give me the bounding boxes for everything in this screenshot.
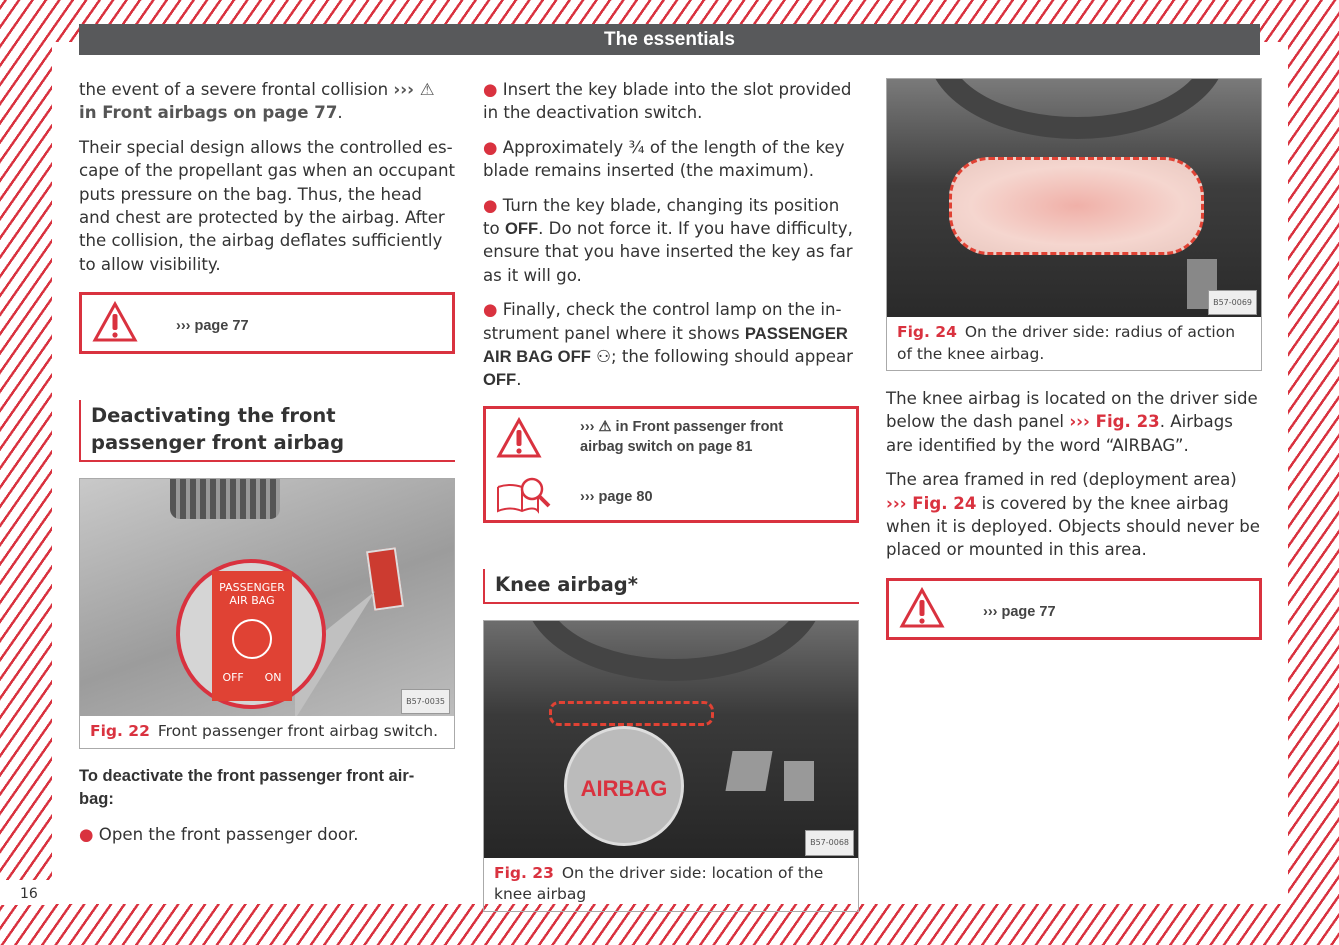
passenger-airbag-off-icon: ⚇ bbox=[596, 347, 612, 367]
paragraph bbox=[79, 78, 455, 125]
section-heading: Knee airbag* bbox=[483, 569, 859, 604]
airbag-switch bbox=[366, 547, 404, 611]
figure-reference-link[interactable]: ››› Fig. 23 bbox=[1069, 412, 1160, 432]
section-header: The essentials bbox=[79, 24, 1260, 55]
pedal bbox=[725, 751, 772, 791]
figure-label: Fig. 24 bbox=[897, 323, 957, 341]
figure-code: B57-0068 bbox=[805, 830, 854, 855]
key-slot bbox=[232, 619, 272, 659]
text: The area framed in red (deployment area) bbox=[886, 470, 1237, 490]
warning-box bbox=[79, 292, 455, 354]
pedal bbox=[784, 761, 814, 801]
text: . Do not force it. If you have difficulty, ensure that you have inserted the key as far as it will go. bbox=[483, 219, 853, 285]
paragraph: Their special design allows the controlled escape of the propellant gas when an occupant puts pressure on the bag. Thus, the head and chest are protected by the airbag. After the collision, the airbag deflates sufficiently to allow visibility. bbox=[79, 137, 455, 274]
bullet-icon: ● bbox=[483, 195, 503, 215]
text: . bbox=[337, 103, 343, 123]
knee-airbag-location-marker bbox=[549, 701, 714, 726]
figure-22 bbox=[79, 478, 455, 749]
bullet-icon: ● bbox=[483, 80, 503, 99]
text: . Airbags are identified by the word “AIRBAG”. bbox=[886, 412, 1233, 455]
bullet-item bbox=[79, 823, 455, 846]
book-magnifier-icon bbox=[494, 475, 554, 517]
warning-box bbox=[886, 578, 1262, 640]
caption-text: On the driver side: location of the knee airbag bbox=[494, 863, 824, 904]
off-label: OFF bbox=[222, 671, 244, 685]
page-reference-link[interactable]: ››› page 80 bbox=[580, 488, 653, 505]
figure-23 bbox=[483, 620, 859, 912]
paragraph bbox=[886, 468, 1262, 562]
off-label: OFF bbox=[483, 370, 517, 390]
knee-airbag-deployment-area bbox=[949, 157, 1204, 255]
column-2 bbox=[483, 78, 859, 912]
figure-reference-link[interactable]: ››› Fig. 24 bbox=[886, 493, 977, 513]
magnified-airbag-label-callout: AIRBAG bbox=[564, 726, 684, 846]
steering-wheel bbox=[927, 79, 1227, 139]
text: Open the front passenger door. bbox=[98, 824, 359, 844]
figure-24-image bbox=[887, 79, 1261, 317]
bullet-icon: ● bbox=[79, 824, 99, 844]
bullet-item bbox=[483, 136, 859, 183]
warning-triangle-icon bbox=[496, 417, 542, 459]
text: The knee airbag is located on the driver side below the dash panel bbox=[886, 389, 1258, 432]
figure-label: Fig. 23 bbox=[494, 863, 554, 882]
text: Turn the key blade, changing its position to bbox=[483, 195, 840, 239]
warning-triangle-icon bbox=[899, 587, 945, 629]
caption-text: Front passenger front airbag switch. bbox=[157, 722, 439, 741]
figure-caption bbox=[80, 716, 454, 748]
page-reference-link[interactable]: ››› page 77 bbox=[983, 603, 1056, 620]
magnified-switch-callout bbox=[176, 559, 326, 709]
text: is covered by the knee airbag when it is deployed. Objects should never be placed or mounted in this area. bbox=[886, 493, 1260, 560]
warning-reference-link[interactable]: ››› ⚠ in Front passenger front airbag switch on page 81 bbox=[580, 418, 784, 455]
figure-label: Fig. 22 bbox=[90, 722, 150, 741]
text: the event of a severe frontal collision bbox=[79, 80, 394, 99]
text: ; the following should appear bbox=[611, 347, 853, 367]
column-1 bbox=[79, 78, 455, 857]
figure-code: B57-0069 bbox=[1208, 290, 1257, 315]
subheading: To deactivate the front passenger front airbag: bbox=[79, 766, 415, 809]
figure-23-image bbox=[484, 621, 858, 858]
text: Insert the key blade into the slot provided in the deactivation switch. bbox=[483, 80, 852, 123]
figure-caption bbox=[484, 858, 858, 911]
bullet-item bbox=[483, 194, 859, 288]
paragraph bbox=[886, 387, 1262, 457]
figure-24 bbox=[886, 78, 1262, 371]
column-3 bbox=[886, 78, 1262, 640]
bullet-icon: ● bbox=[483, 137, 503, 157]
cross-reference-link[interactable]: ››› ⚠ in Front airbags on page 77 bbox=[79, 80, 435, 123]
text: Finally, check the control lamp on the instrument panel where it shows bbox=[483, 300, 842, 343]
figure-22-image bbox=[80, 479, 454, 716]
on-label: ON bbox=[264, 671, 282, 685]
page-number: 16 bbox=[20, 886, 38, 902]
warning-triangle-icon bbox=[92, 301, 138, 343]
warning-box bbox=[483, 406, 859, 523]
caption-text: On the driver side: radius of action of the knee airbag. bbox=[897, 323, 1236, 363]
air-vent bbox=[170, 479, 280, 519]
text: . bbox=[516, 370, 522, 390]
page-reference-link[interactable]: ››› page 77 bbox=[176, 318, 249, 335]
bullet-item bbox=[483, 78, 859, 125]
figure-code: B57-0035 bbox=[401, 689, 450, 714]
bullet-item bbox=[483, 298, 859, 392]
off-label: OFF bbox=[504, 219, 539, 239]
figure-caption bbox=[887, 317, 1261, 370]
bullet-icon: ● bbox=[483, 300, 503, 320]
text: Approximately ¾ of the length of the key blade remains inserted (the maximum). bbox=[483, 137, 845, 181]
lamp-label: PASSENGER AIR BAG OFF bbox=[483, 323, 848, 367]
switch-label: PASSENGER AIR BAG bbox=[219, 581, 285, 608]
section-heading: Deactivating the front passenger front airbag bbox=[79, 400, 455, 462]
steering-wheel bbox=[524, 621, 824, 681]
